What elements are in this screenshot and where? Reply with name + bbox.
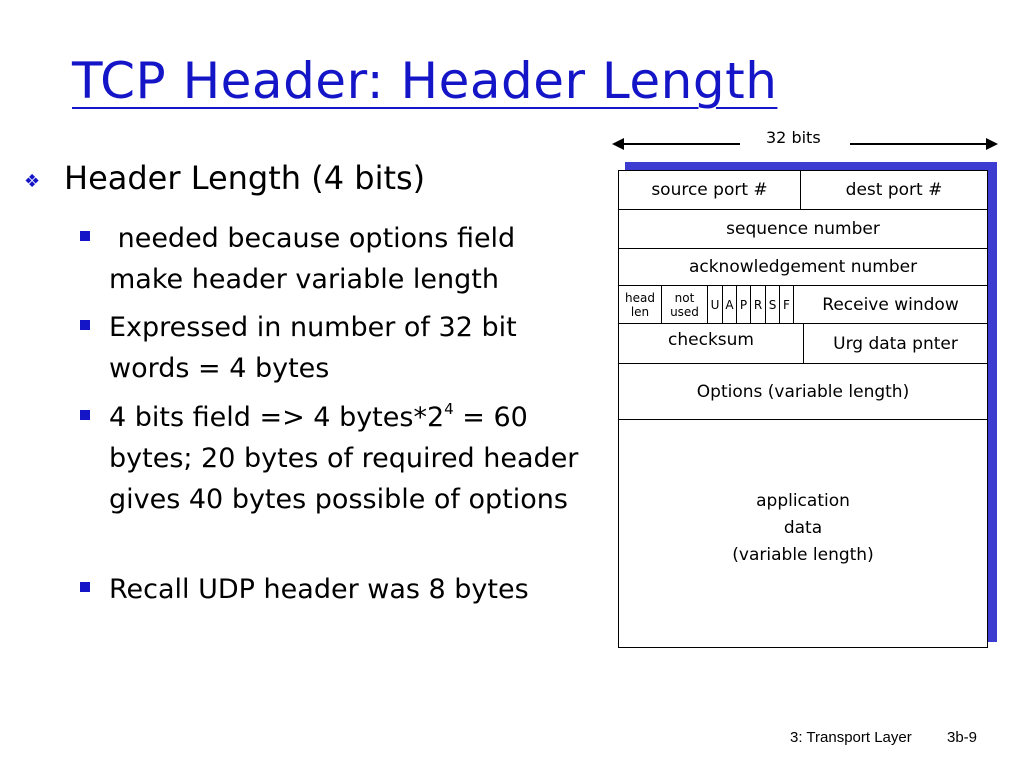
ack-number-field: acknowledgement number <box>619 249 987 286</box>
flag-fin: F <box>780 286 794 324</box>
tcp-header-diagram <box>618 170 988 648</box>
width-arrow-left <box>616 143 740 145</box>
diamond-bullet-icon: ❖ <box>24 171 41 192</box>
app-data-field <box>619 420 987 647</box>
sequence-number-field: sequence number <box>619 210 987 249</box>
square-bullet-icon <box>80 320 90 330</box>
sub-bullet-text: Recall UDP header was 8 bytes <box>109 574 529 605</box>
not-used-line-1: not <box>674 290 695 305</box>
sub-bullet-text: Expressed in number of 32 bit words = 4 bytes <box>109 312 517 384</box>
flag-rst: R <box>751 286 766 324</box>
sub-bullet-text <box>109 397 579 520</box>
head-len-field <box>619 286 662 324</box>
right-arrowhead-icon <box>986 138 998 150</box>
square-bullet-icon <box>80 231 90 241</box>
width-label: 32 bits <box>766 128 821 147</box>
dest-port-field: dest port # <box>801 171 987 210</box>
app-data-line-1: application <box>756 491 850 511</box>
source-port-field: source port # <box>619 171 801 210</box>
superscript: 4 <box>444 400 454 418</box>
urg-pointer-field: Urg data pnter <box>804 324 987 364</box>
left-arrowhead-icon <box>612 138 624 150</box>
sub-bullet-text-pre: 4 bits field => 4 bytes*2 <box>109 402 445 433</box>
checksum-field: checksum <box>619 324 804 364</box>
not-used-field <box>662 286 708 324</box>
head-len-line-1: head <box>625 290 655 305</box>
square-bullet-icon <box>80 410 90 420</box>
flag-psh: P <box>737 286 751 324</box>
main-bullet-text: Header Length (4 bits) <box>64 159 426 197</box>
slide-title: TCP Header: Header Length <box>72 52 778 110</box>
receive-window-field: Receive window <box>794 286 987 324</box>
footer-page-number: 3b-9 <box>947 729 978 746</box>
flag-urg: U <box>708 286 723 324</box>
width-arrow-right <box>850 143 986 145</box>
app-data-line-2: data <box>783 518 823 538</box>
sub-bullet-text-post: = 60 bytes; 20 bytes of required header gives 40 bytes possible of options <box>109 402 579 515</box>
sub-bullet-text: needed because options field make header variable length <box>109 223 524 295</box>
options-field: Options (variable length) <box>619 364 987 420</box>
app-data-line-3: (variable length) <box>732 545 874 565</box>
flag-syn: S <box>766 286 780 324</box>
not-used-line-2: used <box>670 304 699 319</box>
square-bullet-icon <box>80 582 90 592</box>
flag-ack: A <box>723 286 737 324</box>
footer-chapter: 3: Transport Layer <box>790 729 912 746</box>
head-len-line-2: len <box>630 304 650 319</box>
